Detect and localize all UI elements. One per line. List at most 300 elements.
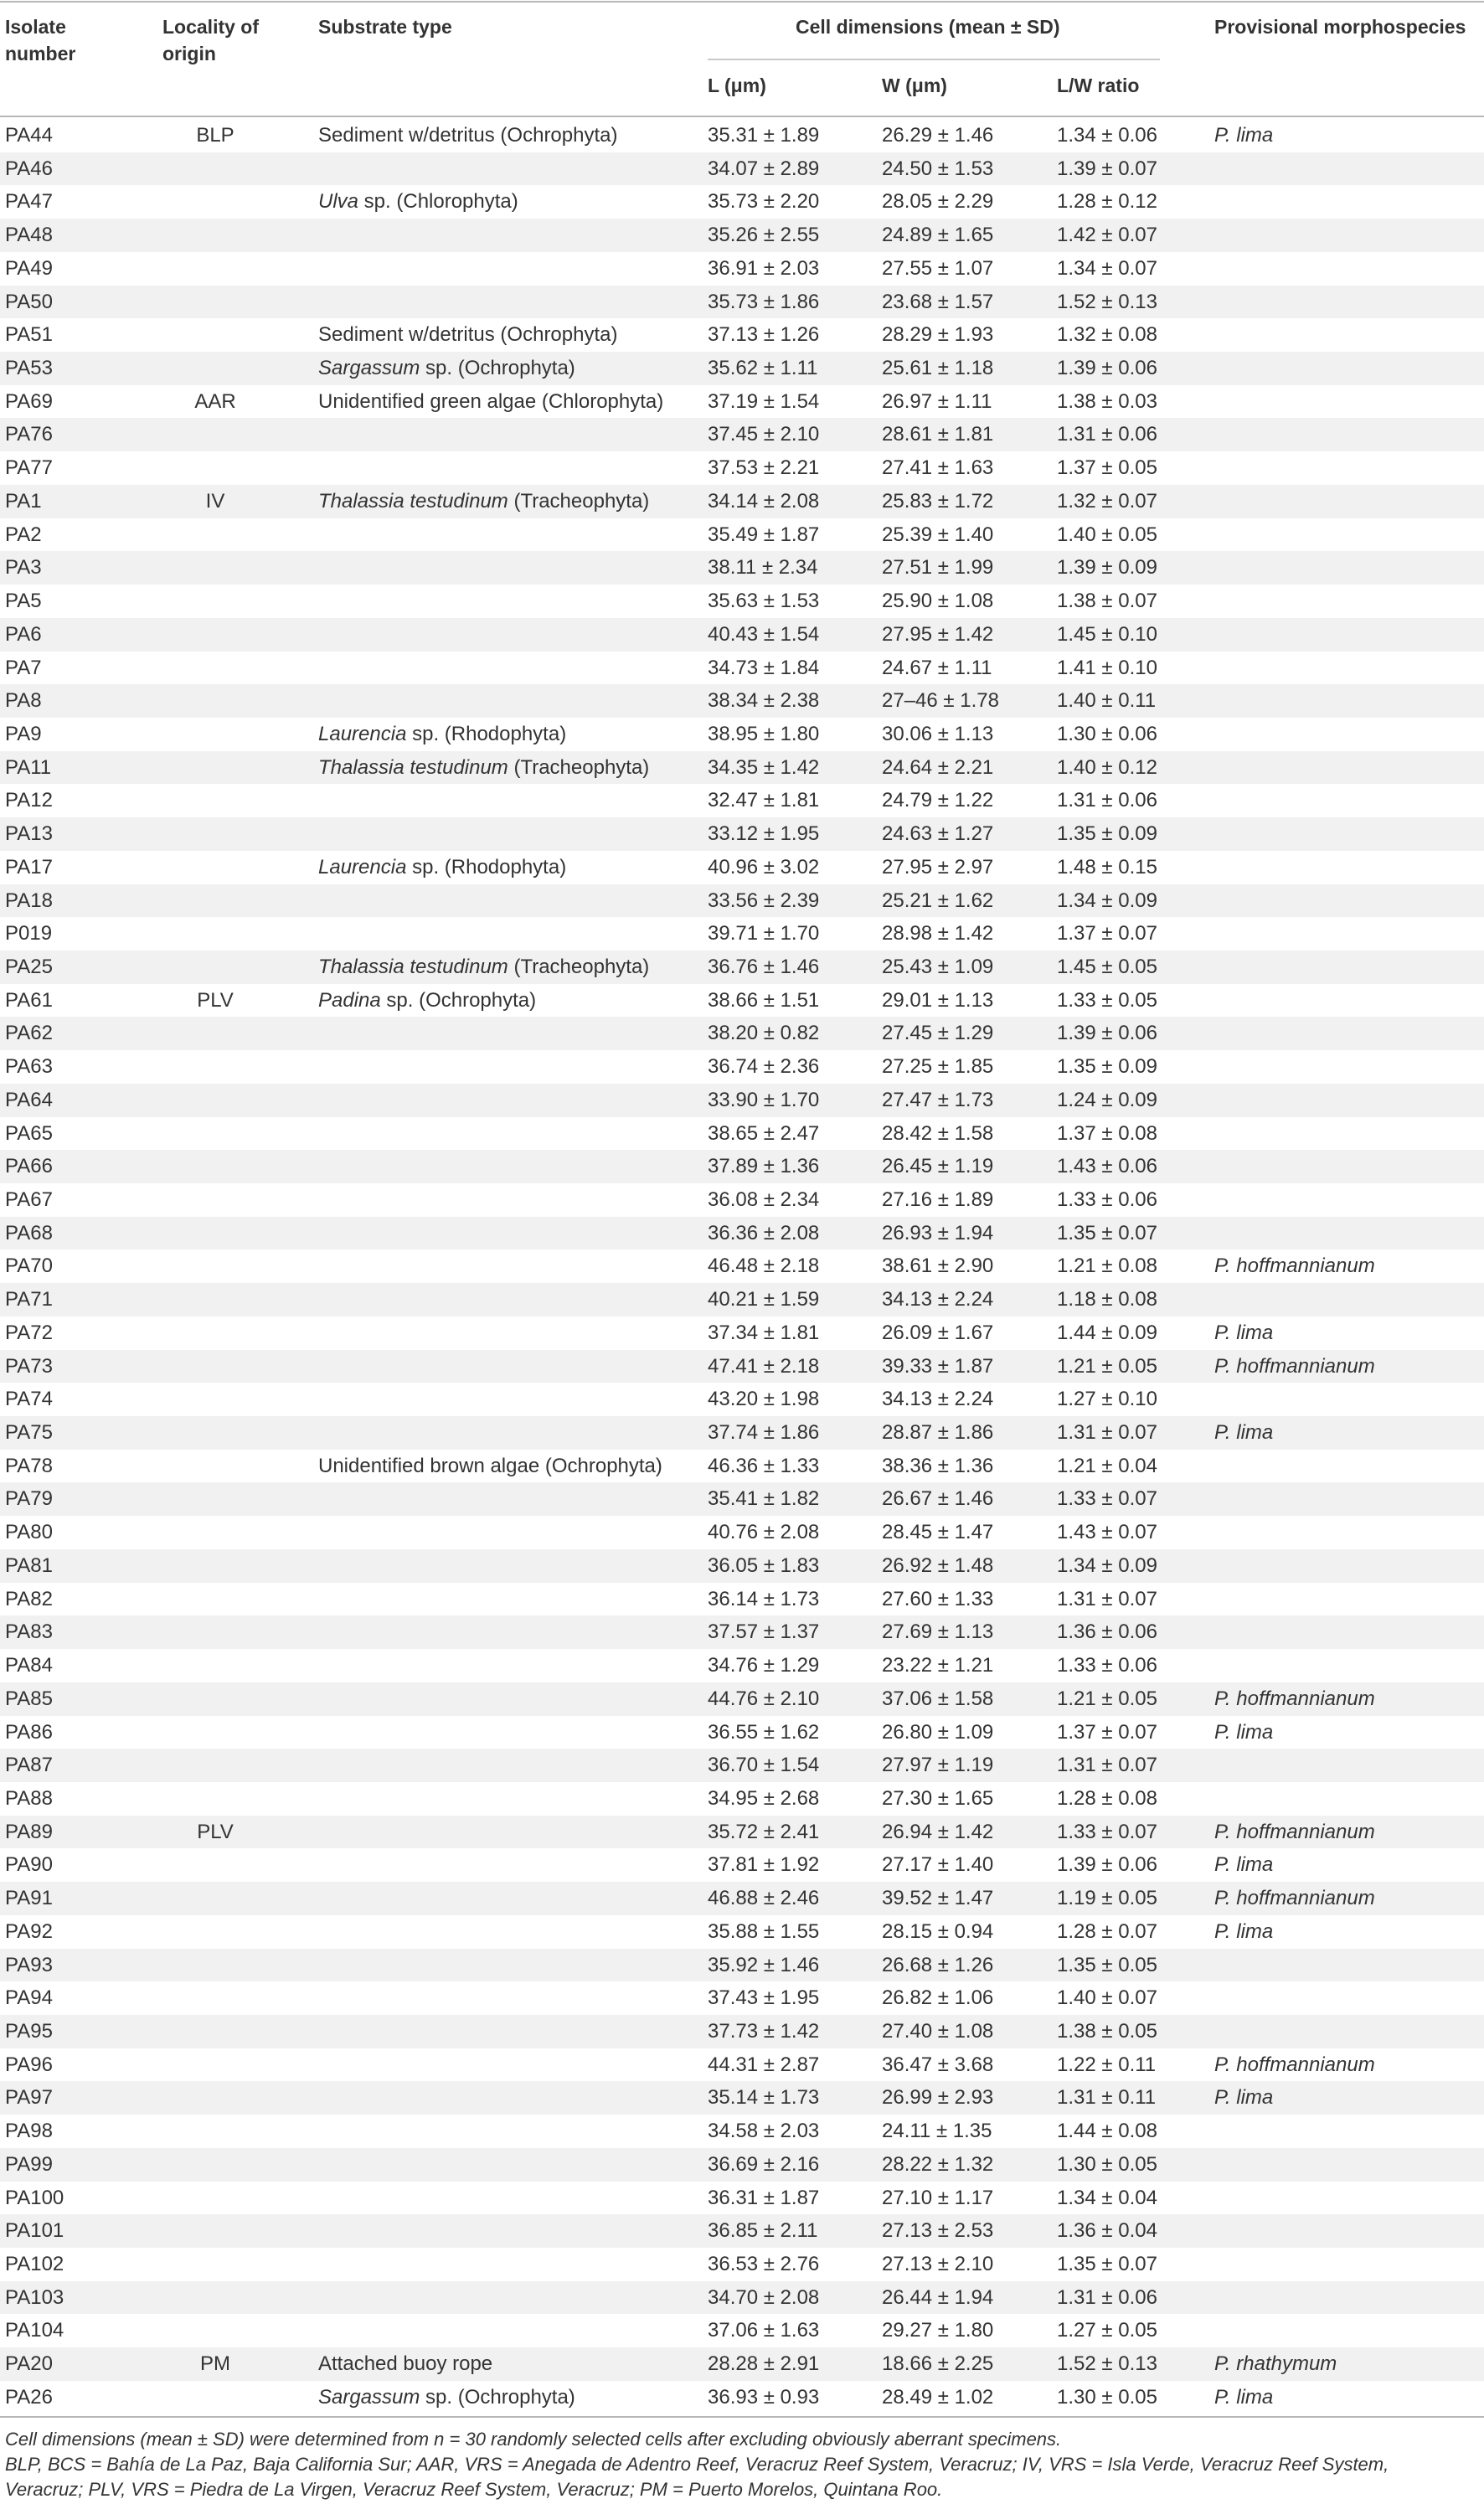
cell-isolate: PA9	[5, 722, 42, 745]
cell-width: 25.61 ± 1.18	[882, 357, 994, 380]
cell-lw-ratio: 1.18 ± 0.08	[1057, 1288, 1157, 1311]
cell-isolate: PA71	[5, 1288, 53, 1311]
table-row	[0, 385, 1484, 419]
cell-lw-ratio: 1.31 ± 0.07	[1057, 1421, 1157, 1445]
table-row	[0, 2314, 1484, 2347]
cell-isolate: PA83	[5, 1620, 53, 1644]
table-row	[0, 2182, 1484, 2215]
cell-isolate: PA44	[5, 124, 53, 147]
substrate-text: (Tracheophyta)	[508, 755, 650, 779]
cell-length: 40.76 ± 2.08	[708, 1521, 820, 1544]
cell-width: 27.45 ± 1.29	[882, 1022, 994, 1045]
table-row	[0, 2281, 1484, 2315]
cell-lw-ratio: 1.52 ± 0.13	[1057, 2352, 1157, 2376]
cell-isolate: PA26	[5, 2385, 53, 2409]
cell-lw-ratio: 1.45 ± 0.10	[1057, 622, 1157, 646]
cell-isolate: PA13	[5, 822, 53, 846]
cell-length: 37.43 ± 1.95	[708, 1986, 820, 2010]
table-row	[0, 2381, 1484, 2414]
cell-isolate: PA88	[5, 1786, 53, 1810]
substrate-taxon: Ulva	[318, 190, 359, 214]
cell-length: 36.53 ± 2.76	[708, 2253, 820, 2275]
cell-lw-ratio: 1.21 ± 0.04	[1057, 1454, 1157, 1477]
cell-width: 27.47 ± 1.73	[882, 1088, 994, 1111]
cell-lw-ratio: 1.33 ± 0.07	[1057, 1820, 1157, 1843]
cell-substrate	[318, 352, 575, 385]
cell-length: 37.81 ± 1.92	[708, 1853, 820, 1877]
cell-length: 38.65 ± 2.47	[708, 1121, 820, 1145]
cell-isolate: PA66	[5, 1155, 53, 1178]
table-row	[0, 152, 1484, 186]
table-row	[0, 219, 1484, 252]
cell-isolate: PA77	[5, 456, 53, 480]
cell-lw-ratio: 1.41 ± 0.10	[1057, 656, 1157, 679]
table-row	[0, 1782, 1484, 1816]
cell-length: 38.66 ± 1.51	[708, 988, 820, 1012]
cell-isolate: PA93	[5, 1953, 53, 1976]
cell-substrate	[318, 2347, 492, 2381]
cell-length: 34.70 ± 2.08	[708, 2285, 820, 2309]
cell-length: 37.57 ± 1.37	[708, 1620, 820, 1644]
cell-isolate: PA85	[5, 1687, 53, 1710]
substrate-text: sp. (Rhodophyta)	[406, 722, 567, 745]
cell-width: 26.94 ± 1.42	[882, 1820, 994, 1843]
table-row	[0, 551, 1484, 585]
substrate-text: Sediment w/detritus (Ochrophyta)	[318, 124, 618, 147]
cell-morphospecies: P. lima	[1214, 2086, 1274, 2110]
cell-lw-ratio: 1.32 ± 0.07	[1057, 489, 1157, 513]
substrate-taxon: Sargassum	[318, 357, 420, 380]
cell-morphospecies: P. rhathymum	[1214, 2352, 1337, 2376]
table-row	[0, 1217, 1484, 1250]
cell-lw-ratio: 1.34 ± 0.04	[1057, 2186, 1157, 2209]
cell-length: 33.56 ± 2.39	[708, 889, 820, 912]
cell-width: 24.67 ± 1.11	[882, 656, 992, 679]
table-row	[0, 585, 1484, 618]
cell-lw-ratio: 1.31 ± 0.06	[1057, 789, 1157, 812]
cell-width: 27.55 ± 1.07	[882, 256, 994, 280]
cell-length: 34.58 ± 2.03	[708, 2120, 820, 2143]
cell-length: 36.85 ± 2.11	[708, 2219, 818, 2243]
cell-width: 26.29 ± 1.46	[882, 124, 994, 147]
cell-locality-text: AAR	[194, 389, 236, 413]
cell-width: 18.66 ± 2.25	[882, 2352, 994, 2376]
cell-length: 36.74 ± 2.36	[708, 1055, 820, 1079]
cell-width: 34.13 ± 2.24	[882, 1388, 994, 1411]
table-row	[0, 2115, 1484, 2148]
table-row	[0, 1649, 1484, 1682]
cell-length: 38.20 ± 0.82	[708, 1022, 820, 1045]
cell-isolate: PA47	[5, 190, 53, 214]
cell-morphospecies: P. lima	[1214, 1919, 1274, 1943]
cell-length: 37.06 ± 1.63	[708, 2319, 820, 2342]
cell-length: 36.93 ± 0.93	[708, 2385, 820, 2409]
cell-lw-ratio: 1.40 ± 0.05	[1057, 523, 1157, 546]
table-row	[0, 2248, 1484, 2281]
cell-width: 28.29 ± 1.93	[882, 323, 994, 347]
cell-length: 34.35 ± 1.42	[708, 755, 820, 779]
table-row	[0, 418, 1484, 451]
substrate-taxon: Laurencia	[318, 855, 407, 878]
cell-lw-ratio: 1.39 ± 0.07	[1057, 157, 1157, 180]
cell-lw-ratio: 1.30 ± 0.06	[1057, 722, 1157, 745]
cell-isolate: PA64	[5, 1088, 53, 1111]
cell-length: 36.31 ± 1.87	[708, 2186, 820, 2209]
cell-lw-ratio: 1.44 ± 0.09	[1057, 1321, 1157, 1344]
table-footnotes	[0, 2427, 1484, 2502]
cell-isolate: PA89	[5, 1820, 53, 1843]
cell-lw-ratio: 1.27 ± 0.10	[1057, 1388, 1157, 1411]
cell-isolate: PA82	[5, 1587, 53, 1610]
cell-isolate: PA12	[5, 789, 53, 812]
cell-lw-ratio: 1.28 ± 0.07	[1057, 1919, 1157, 1943]
cell-length: 38.11 ± 2.34	[708, 556, 818, 580]
cell-length: 33.90 ± 1.70	[708, 1088, 820, 1111]
cell-isolate: PA20	[5, 2352, 53, 2376]
cell-lw-ratio: 1.38 ± 0.03	[1057, 389, 1157, 413]
cell-isolate: PA8	[5, 689, 42, 713]
header-rule	[0, 116, 1484, 117]
cell-isolate: PA74	[5, 1388, 53, 1411]
substrate-text: (Tracheophyta)	[508, 955, 650, 978]
cell-length: 43.20 ± 1.98	[708, 1388, 820, 1411]
cell-lw-ratio: 1.37 ± 0.07	[1057, 922, 1157, 945]
cell-width: 28.42 ± 1.58	[882, 1121, 994, 1145]
cell-lw-ratio: 1.34 ± 0.06	[1057, 124, 1157, 147]
cell-substrate	[318, 718, 566, 751]
cell-length: 36.76 ± 1.46	[708, 955, 820, 978]
cell-width: 24.11 ± 1.35	[882, 2120, 992, 2143]
cell-width: 37.06 ± 1.58	[882, 1687, 994, 1710]
cell-substrate	[318, 2381, 575, 2414]
cell-isolate: PA86	[5, 1720, 53, 1744]
cell-isolate: PA73	[5, 1354, 53, 1378]
table-row	[0, 2081, 1484, 2115]
cell-length: 37.34 ± 1.81	[708, 1321, 820, 1344]
cell-length: 40.96 ± 3.02	[708, 855, 820, 878]
cell-isolate: PA97	[5, 2086, 53, 2110]
cell-isolate: PA80	[5, 1521, 53, 1544]
cell-lw-ratio: 1.39 ± 0.06	[1057, 357, 1157, 380]
table-row	[0, 951, 1484, 984]
cell-isolate: PA62	[5, 1022, 53, 1045]
cell-width: 28.15 ± 0.94	[882, 1919, 994, 1943]
cell-width: 29.01 ± 1.13	[882, 988, 994, 1012]
cell-length: 37.19 ± 1.54	[708, 389, 820, 413]
cell-width: 27–46 ± 1.78	[882, 689, 999, 713]
cell-substrate	[318, 851, 566, 884]
cell-width: 27.30 ± 1.65	[882, 1786, 994, 1810]
cell-length: 37.73 ± 1.42	[708, 2019, 820, 2043]
cell-isolate: PA53	[5, 357, 53, 380]
cell-width: 28.05 ± 2.29	[882, 190, 994, 214]
table-row	[0, 1316, 1484, 1350]
cell-isolate: PA102	[5, 2253, 64, 2275]
footnote: Cell dimensions (mean ± SD) were determined from n = 30 randomly selected cells after excluding obviously aberrant specimens.	[5, 2429, 1062, 2450]
cell-width: 34.13 ± 2.24	[882, 1288, 994, 1311]
cell-width: 25.83 ± 1.72	[882, 489, 994, 513]
cell-width: 26.09 ± 1.67	[882, 1321, 994, 1344]
substrate-text: sp. (Rhodophyta)	[406, 855, 567, 878]
cell-morphospecies: P. hoffmannianum	[1214, 1255, 1375, 1278]
cell-morphospecies: P. hoffmannianum	[1214, 1687, 1375, 1710]
cell-length: 35.73 ± 2.20	[708, 190, 820, 214]
cell-isolate: PA78	[5, 1454, 53, 1477]
cell-lw-ratio: 1.33 ± 0.05	[1057, 988, 1157, 1012]
cell-morphospecies: P. lima	[1214, 1321, 1274, 1344]
cell-substrate	[318, 485, 649, 518]
table-row	[0, 917, 1484, 951]
cell-width: 25.43 ± 1.09	[882, 955, 994, 978]
cell-lw-ratio: 1.35 ± 0.07	[1057, 1221, 1157, 1244]
cell-width: 27.41 ± 1.63	[882, 456, 994, 480]
cell-width: 29.27 ± 1.80	[882, 2319, 994, 2342]
cell-length: 46.48 ± 2.18	[708, 1255, 820, 1278]
cell-width: 27.17 ± 1.40	[882, 1853, 994, 1877]
cell-lw-ratio: 1.22 ± 0.11	[1057, 2053, 1157, 2076]
cell-length: 35.41 ± 1.82	[708, 1487, 820, 1511]
cell-lw-ratio: 1.32 ± 0.08	[1057, 323, 1157, 347]
cell-lw-ratio: 1.33 ± 0.06	[1057, 1654, 1157, 1677]
cell-morphospecies: P. lima	[1214, 2385, 1274, 2409]
footnote: Veracruz; PLV, VRS = Piedra de La Virgen, Veracruz Reef System, Veracruz; PM = Puerto Morelos, Quintana Roo.	[5, 2479, 943, 2500]
cell-length: 35.26 ± 2.55	[708, 224, 820, 247]
cell-width: 26.68 ± 1.26	[882, 1953, 994, 1976]
cell-morphospecies: P. lima	[1214, 1421, 1274, 1445]
cell-width: 30.06 ± 1.13	[882, 722, 994, 745]
cell-isolate: PA92	[5, 1919, 53, 1943]
cell-width: 27.16 ± 1.89	[882, 1188, 994, 1211]
cell-morphospecies: P. hoffmannianum	[1214, 1820, 1375, 1843]
cell-isolate: PA6	[5, 622, 42, 646]
cell-length: 35.72 ± 2.41	[708, 1820, 820, 1843]
cell-length: 36.55 ± 1.62	[708, 1720, 820, 1744]
cell-width: 27.95 ± 2.97	[882, 855, 994, 878]
cell-isolate: PA84	[5, 1654, 53, 1677]
table-row	[0, 1915, 1484, 1949]
cell-lw-ratio: 1.37 ± 0.07	[1057, 1720, 1157, 1744]
cell-width: 27.13 ± 2.10	[882, 2253, 994, 2275]
cell-substrate	[318, 951, 649, 984]
table-row	[0, 1749, 1484, 1782]
cell-length: 35.14 ± 1.73	[708, 2086, 820, 2110]
table-row	[0, 784, 1484, 817]
cell-length: 37.13 ± 1.26	[708, 323, 820, 347]
cell-width: 24.79 ± 1.22	[882, 789, 994, 812]
cell-width: 26.97 ± 1.11	[882, 389, 992, 413]
cell-isolate: PA98	[5, 2120, 53, 2143]
cell-width: 27.10 ± 1.17	[882, 2186, 994, 2209]
cell-length: 35.63 ± 1.53	[708, 590, 820, 613]
cell-lw-ratio: 1.21 ± 0.05	[1057, 1687, 1157, 1710]
cell-isolate: PA50	[5, 290, 53, 313]
cell-locality-text: IV	[205, 489, 225, 513]
cell-length: 35.31 ± 1.89	[708, 124, 820, 147]
cell-substrate	[318, 1450, 662, 1483]
cell-length: 34.76 ± 1.29	[708, 1654, 820, 1677]
table-row	[0, 485, 1484, 518]
cell-width: 27.69 ± 1.13	[882, 1620, 994, 1644]
header-locality: Locality of origin	[162, 16, 260, 64]
cell-length: 32.47 ± 1.81	[708, 789, 820, 812]
cell-isolate: PA72	[5, 1321, 53, 1344]
table-row	[0, 518, 1484, 552]
table-row	[0, 2214, 1484, 2248]
cell-length: 35.62 ± 1.11	[708, 357, 818, 380]
cell-morphospecies: P. lima	[1214, 1720, 1274, 1744]
cell-lw-ratio: 1.40 ± 0.11	[1057, 689, 1157, 713]
substrate-text: sp. (Ochrophyta)	[420, 357, 575, 380]
cell-lw-ratio: 1.28 ± 0.12	[1057, 190, 1157, 214]
cell-isolate: PA94	[5, 1986, 53, 2010]
header-isolate-number: Isolate number	[5, 16, 76, 64]
table-row	[0, 1848, 1484, 1882]
cell-substrate	[318, 119, 617, 152]
cell-isolate: PA61	[5, 988, 53, 1012]
cell-length: 37.53 ± 2.21	[708, 456, 820, 480]
substrate-text: (Tracheophyta)	[508, 489, 650, 513]
substrate-text: Unidentified brown algae (Ochrophyta)	[318, 1454, 662, 1477]
cell-lw-ratio: 1.31 ± 0.06	[1057, 423, 1157, 446]
table-row	[0, 1017, 1484, 1050]
cell-width: 38.61 ± 2.90	[882, 1255, 994, 1278]
table-row	[0, 1583, 1484, 1616]
substrate-text: Unidentified green algae (Chlorophyta)	[318, 389, 664, 413]
table-row	[0, 352, 1484, 385]
table-row	[0, 1416, 1484, 1450]
cell-length: 44.76 ± 2.10	[708, 1687, 820, 1710]
cell-lw-ratio: 1.33 ± 0.07	[1057, 1487, 1157, 1511]
cell-length: 36.05 ± 1.83	[708, 1553, 820, 1577]
table-row	[0, 884, 1484, 918]
table-row	[0, 252, 1484, 286]
cell-lw-ratio: 1.30 ± 0.05	[1057, 2152, 1157, 2176]
table-row	[0, 817, 1484, 851]
cell-isolate: PA11	[5, 755, 52, 779]
cell-length: 36.08 ± 2.34	[708, 1188, 820, 1211]
cell-length: 47.41 ± 2.18	[708, 1354, 820, 1378]
table-header	[0, 0, 1484, 117]
cell-lw-ratio: 1.40 ± 0.07	[1057, 1986, 1157, 2010]
cell-length: 36.36 ± 2.08	[708, 1221, 820, 1244]
cell-isolate: P019	[5, 922, 53, 945]
cell-isolate: PA65	[5, 1121, 53, 1145]
cell-isolate: PA2	[5, 523, 42, 546]
cell-length: 36.91 ± 2.03	[708, 256, 820, 280]
table-row	[0, 751, 1484, 785]
cell-lw-ratio: 1.31 ± 0.06	[1057, 2285, 1157, 2309]
table-row	[0, 318, 1484, 352]
cell-width: 28.98 ± 1.42	[882, 922, 994, 945]
table-row	[0, 652, 1484, 685]
cell-length: 35.92 ± 1.46	[708, 1953, 820, 1976]
cell-width: 27.60 ± 1.33	[882, 1587, 994, 1610]
table-row	[0, 1383, 1484, 1416]
cell-isolate: PA81	[5, 1553, 53, 1577]
cell-lw-ratio: 1.34 ± 0.09	[1057, 1553, 1157, 1577]
cell-locality-text: BLP	[196, 124, 234, 147]
cell-substrate	[318, 385, 663, 419]
table-row	[0, 119, 1484, 152]
cell-lw-ratio: 1.30 ± 0.05	[1057, 2385, 1157, 2409]
cell-lw-ratio: 1.31 ± 0.11	[1057, 2086, 1157, 2110]
cell-morphospecies: P. hoffmannianum	[1214, 1354, 1375, 1378]
cell-width: 26.82 ± 1.06	[882, 1986, 994, 2010]
cell-lw-ratio: 1.37 ± 0.05	[1057, 456, 1157, 480]
cell-isolate: PA69	[5, 389, 53, 413]
cell-width: 28.49 ± 1.02	[882, 2385, 994, 2409]
cell-lw-ratio: 1.28 ± 0.08	[1057, 1786, 1157, 1810]
table-row	[0, 718, 1484, 751]
cell-isolate: PA90	[5, 1853, 53, 1877]
cell-lw-ratio: 1.21 ± 0.05	[1057, 1354, 1157, 1378]
cell-length: 34.95 ± 2.68	[708, 1786, 820, 1810]
cell-length: 33.12 ± 1.95	[708, 822, 820, 846]
cell-dims-subrule	[708, 59, 1160, 60]
cell-width: 27.40 ± 1.08	[882, 2019, 994, 2043]
cell-lw-ratio: 1.35 ± 0.09	[1057, 1055, 1157, 1079]
table-row	[0, 1981, 1484, 2015]
table-row	[0, 1549, 1484, 1583]
table-row	[0, 2048, 1484, 2082]
cell-length: 34.07 ± 2.89	[708, 157, 820, 180]
cell-substrate	[318, 751, 649, 785]
cell-width: 36.47 ± 3.68	[882, 2053, 994, 2076]
cell-length: 40.43 ± 1.54	[708, 622, 820, 646]
cell-morphospecies: P. lima	[1214, 1853, 1274, 1877]
table-row	[0, 1716, 1484, 1749]
cell-lw-ratio: 1.42 ± 0.07	[1057, 224, 1157, 247]
cell-isolate: PA46	[5, 157, 53, 180]
table-row	[0, 185, 1484, 219]
cell-lw-ratio: 1.31 ± 0.07	[1057, 1587, 1157, 1610]
cell-isolate: PA70	[5, 1255, 53, 1278]
cell-isolate: PA3	[5, 556, 42, 580]
table-row	[0, 1084, 1484, 1117]
cell-width: 23.22 ± 1.21	[882, 1654, 994, 1677]
cell-lw-ratio: 1.39 ± 0.09	[1057, 556, 1157, 580]
cell-width: 26.92 ± 1.48	[882, 1553, 994, 1577]
cell-length: 28.28 ± 2.91	[708, 2352, 820, 2376]
cell-lw-ratio: 1.38 ± 0.07	[1057, 590, 1157, 613]
header-width: W (μm)	[882, 75, 947, 96]
cell-width: 28.61 ± 1.81	[882, 423, 994, 446]
cell-length: 36.69 ± 2.16	[708, 2152, 820, 2176]
cell-width: 39.33 ± 1.87	[882, 1354, 994, 1378]
cell-morphospecies: P. hoffmannianum	[1214, 1887, 1375, 1910]
cell-isolate: PA96	[5, 2053, 53, 2076]
table-row	[0, 618, 1484, 652]
cell-lw-ratio: 1.38 ± 0.05	[1057, 2019, 1157, 2043]
cell-lw-ratio: 1.40 ± 0.12	[1057, 755, 1157, 779]
cell-lw-ratio: 1.27 ± 0.05	[1057, 2319, 1157, 2342]
table-row	[0, 1450, 1484, 1483]
cell-isolate: PA79	[5, 1487, 53, 1511]
table-row	[0, 1117, 1484, 1151]
cell-locality-text: PM	[200, 2352, 230, 2376]
table-row	[0, 1682, 1484, 1716]
substrate-taxon: Thalassia testudinum	[318, 755, 508, 779]
substrate-taxon: Padina	[318, 988, 381, 1012]
cell-width: 27.25 ± 1.85	[882, 1055, 994, 1079]
top-rule	[0, 1, 1484, 3]
cell-length: 37.74 ± 1.86	[708, 1421, 820, 1445]
table-body	[0, 119, 1484, 2416]
cell-width: 24.89 ± 1.65	[882, 224, 994, 247]
table-row	[0, 1949, 1484, 1982]
cell-width: 25.39 ± 1.40	[882, 523, 994, 546]
cell-length: 36.14 ± 1.73	[708, 1587, 820, 1610]
